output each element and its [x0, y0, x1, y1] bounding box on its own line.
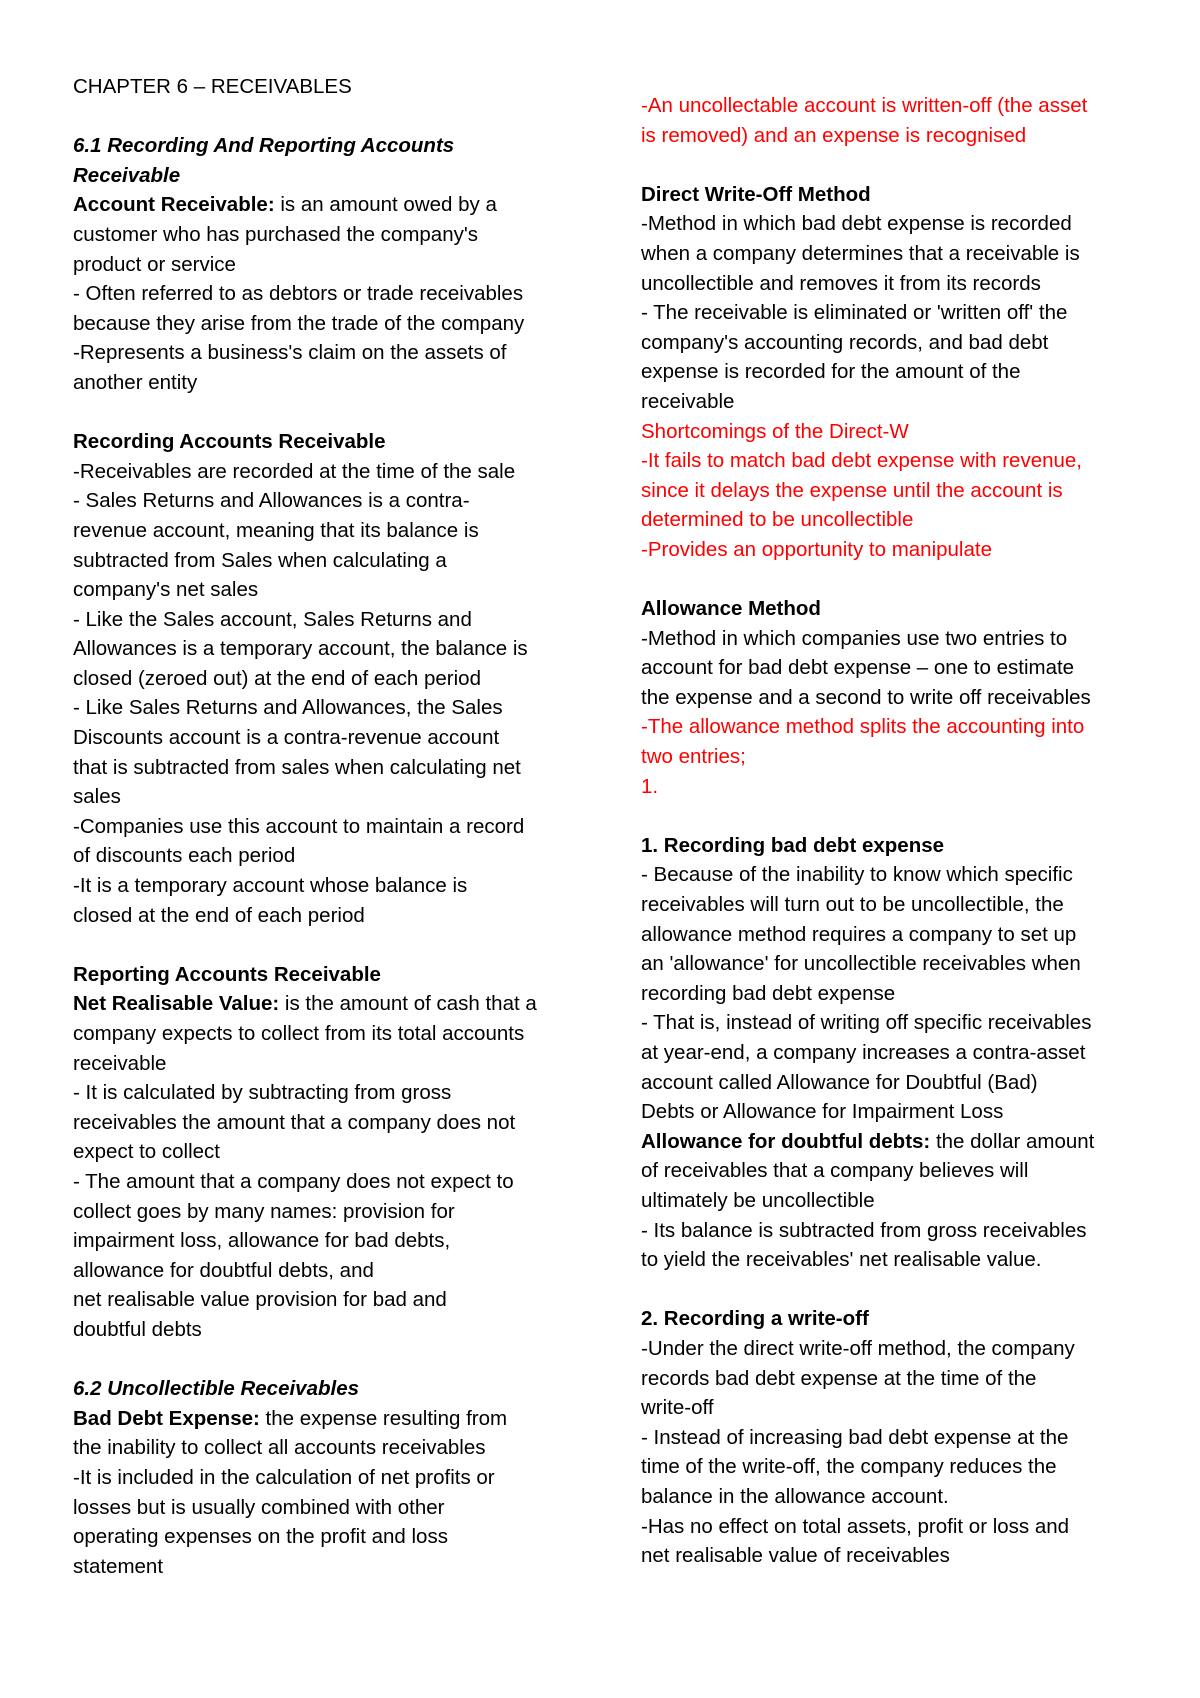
body-text-line: - It is calculated by subtracting from gross	[73, 1081, 452, 1105]
body-text-line: to yield the receivables' net realisable value.	[641, 1248, 1042, 1272]
body-text-line: revenue account, meaning that its balance is	[73, 518, 479, 542]
body-text-line: Debts or Allowance for Impairment Loss	[641, 1100, 1004, 1124]
blank-line	[73, 1345, 583, 1375]
body-text-line: another entity	[73, 370, 198, 394]
subheading: Allowance Method	[641, 597, 821, 621]
body-text-line: -Method in which companies use two entries to	[641, 626, 1068, 650]
definition-text: is the amount of cash that a	[279, 992, 537, 1016]
body-text-line: account called Allowance for Doubtful (Bad)	[641, 1070, 1038, 1094]
body-text-line: - Like the Sales account, Sales Returns and	[73, 607, 472, 631]
chapter-title: CHAPTER 6 – RECEIVABLES	[73, 75, 352, 98]
body-text-line: receivable	[641, 389, 735, 413]
highlighted-note: -An uncollectable account is written-off (the asset	[641, 94, 1088, 117]
body-text-line: of receivables that a company believes will	[641, 1159, 1029, 1183]
highlighted-note: determined to be uncollectible	[641, 508, 914, 532]
body-text-line: the inability to collect all accounts receivables	[73, 1436, 486, 1460]
body-text-line: - Because of the inability to know which specific	[641, 863, 1073, 887]
body-text-line: the expense and a second to write off receivables	[641, 685, 1091, 709]
body-text-line: company expects to collect from its total accounts	[73, 1022, 525, 1045]
body-text-line: write-off	[641, 1396, 714, 1420]
body-text-line: - That is, instead of writing off specific receivables	[641, 1011, 1092, 1035]
left-column	[73, 72, 583, 1581]
body-text-line: -Companies use this account to maintain a record	[73, 814, 525, 838]
body-text-line: net realisable value of receivables	[641, 1544, 950, 1568]
definition-line	[73, 1404, 583, 1434]
body-text-line: -Receivables are recorded at the time of the sale	[73, 459, 516, 483]
highlighted-note: -Provides an opportunity to manipulate	[641, 537, 992, 561]
body-text-line: -It is a temporary account whose balance is	[73, 874, 468, 898]
blank-line	[73, 930, 583, 960]
body-text-line: expect to collect	[73, 1140, 220, 1164]
subheading: Recording Accounts Receivable	[73, 430, 386, 454]
body-text-line: closed (zeroed out) at the end of each period	[73, 666, 481, 690]
body-text-line: uncollectible and removes it from its records	[641, 271, 1041, 295]
body-text-line: expense is recorded for the amount of the	[641, 360, 1021, 384]
definition-term: Bad Debt Expense:	[73, 1406, 260, 1430]
body-text-line: customer who has purchased the company's	[73, 222, 479, 246]
body-text-line: impairment loss, allowance for bad debts,	[73, 1229, 451, 1253]
subheading: 1. Recording bad debt expense	[641, 833, 945, 857]
body-text-line: receivables the amount that a company does not	[73, 1110, 516, 1134]
body-text-line: at year-end, a company increases a contra-asset	[641, 1041, 1086, 1064]
definition-line	[641, 1127, 1141, 1157]
body-text-line: product or service	[73, 252, 236, 276]
subheading: Direct Write-Off Method	[641, 182, 871, 206]
blank-line	[73, 398, 583, 428]
body-text-line: Discounts account is a contra-revenue account	[73, 726, 500, 750]
spacer	[641, 72, 1141, 91]
body-text-line: when a company determines that a receivable is	[641, 241, 1080, 265]
body-text-line: company's net sales	[73, 578, 259, 602]
body-text-line: -Under the direct write-off method, the company	[641, 1336, 1075, 1360]
body-text-line: - Instead of increasing bad debt expense at the	[641, 1425, 1069, 1449]
body-text-line: -Method in which bad debt expense is recorded	[641, 212, 1072, 236]
body-text-line: company's accounting records, and bad debt	[641, 330, 1049, 354]
body-text-line: net realisable value provision for bad and	[73, 1288, 447, 1312]
body-text-line: Allowances is a temporary account, the balance is	[73, 637, 528, 661]
body-text-line: allowance method requires a company to set up	[641, 922, 1077, 946]
definition-line	[73, 989, 583, 1019]
section-heading: 6.1 Recording And Reporting Accounts	[73, 134, 455, 158]
body-text-line: - The amount that a company does not expect to	[73, 1169, 514, 1193]
body-text-line: sales	[73, 785, 121, 809]
definition-text: the expense resulting from	[259, 1406, 508, 1430]
highlighted-note: 1.	[641, 774, 659, 798]
highlighted-note: Shortcomings of the Direct-W	[641, 419, 909, 443]
body-text-line: - Often referred to as debtors or trade receivables	[73, 282, 524, 306]
body-text-line: -Represents a business's claim on the assets of	[73, 341, 507, 365]
definition-term: Allowance for doubtful debts:	[641, 1129, 931, 1153]
highlighted-note: -The allowance method splits the accounting into	[641, 715, 1085, 739]
body-text-line: account for bad debt expense – one to estimate	[641, 656, 1075, 680]
subheading: 2. Recording a write-off	[641, 1307, 869, 1331]
body-text-line: statement	[73, 1554, 164, 1578]
body-text-line: recording bad debt expense	[641, 981, 896, 1005]
body-text-line: doubtful debts	[73, 1317, 202, 1341]
body-text-line: that is subtracted from sales when calculating net	[73, 755, 521, 779]
highlighted-note: since it delays the expense until the account is	[641, 478, 1063, 502]
body-text-line: - Sales Returns and Allowances is a contra-	[73, 489, 470, 513]
body-text-line: - Like Sales Returns and Allowances, the Sales	[73, 696, 503, 720]
body-text-line: -Has no effect on total assets, profit or loss and	[641, 1514, 1070, 1538]
definition-line	[73, 190, 583, 220]
right-column	[641, 72, 1141, 1571]
body-text-line: closed at the end of each period	[73, 903, 365, 927]
section-heading: 6.2 Uncollectible Receivables	[73, 1377, 359, 1401]
body-text-line: of discounts each period	[73, 844, 296, 868]
highlighted-note: -It fails to match bad debt expense with revenue,	[641, 449, 1083, 473]
body-text-line: - Its balance is subtracted from gross receivables	[641, 1218, 1087, 1242]
definition-term: Net Realisable Value:	[73, 992, 280, 1016]
body-text-line: allowance for doubtful debts, and	[73, 1258, 374, 1282]
blank-line	[641, 801, 1141, 831]
body-text-line: balance in the allowance account.	[641, 1484, 949, 1508]
blank-line	[73, 102, 583, 132]
body-text-line: collect goes by many names: provision for	[73, 1199, 455, 1223]
blank-line	[641, 565, 1141, 595]
body-text-line: -It is included in the calculation of net profits or	[73, 1465, 495, 1489]
body-text-line: because they arise from the trade of the company	[73, 311, 525, 335]
body-text-line: time of the write-off, the company reduces the	[641, 1455, 1057, 1479]
subheading: Reporting Accounts Receivable	[73, 962, 381, 986]
blank-line	[641, 150, 1141, 180]
body-text-line: ultimately be uncollectible	[641, 1188, 875, 1212]
body-text-line: - The receivable is eliminated or 'written off' the	[641, 301, 1068, 325]
body-text-line: receivable	[73, 1051, 167, 1075]
highlighted-note: two entries;	[641, 745, 746, 769]
definition-text: the dollar amount	[930, 1129, 1095, 1153]
section-heading: Receivable	[73, 163, 181, 187]
body-text-line: operating expenses on the profit and loss	[73, 1525, 448, 1549]
body-text-line: records bad debt expense at the time of the	[641, 1366, 1037, 1390]
highlighted-note: is removed) and an expense is recognised	[641, 123, 1027, 147]
blank-line	[641, 1275, 1141, 1305]
body-text-line: an 'allowance' for uncollectible receivables when	[641, 952, 1081, 976]
definition-term: Account Receivable:	[73, 193, 275, 217]
body-text-line: receivables will turn out to be uncollectible, the	[641, 893, 1064, 917]
definition-text: is an amount owed by a	[274, 193, 497, 217]
body-text-line: subtracted from Sales when calculating a	[73, 548, 447, 572]
body-text-line: losses but is usually combined with other	[73, 1495, 445, 1519]
